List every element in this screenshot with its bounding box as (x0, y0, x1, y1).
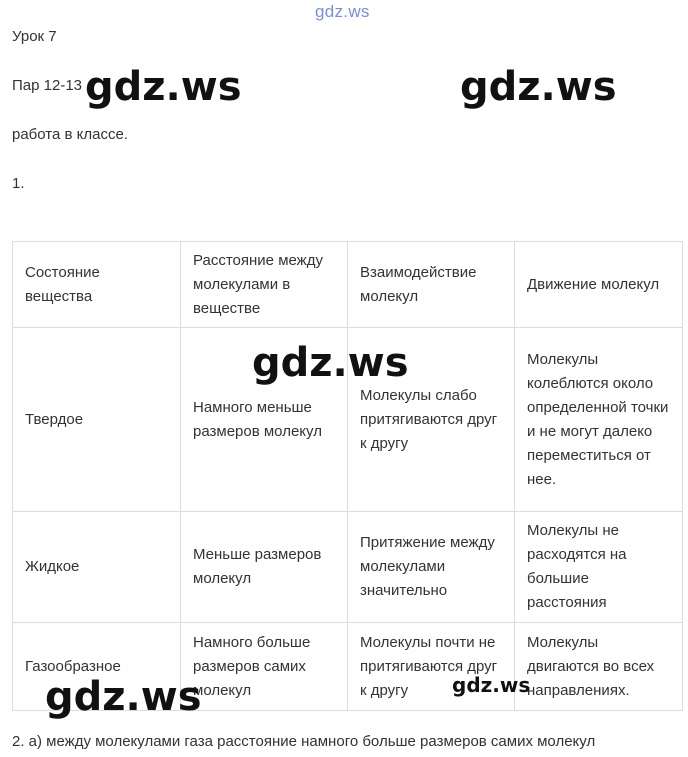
table-cell: Молекулы не расходятся на большие расстояния (515, 512, 683, 623)
section-label: работа в классе. (12, 126, 128, 143)
table-cell: Молекулы почти не притягиваются друг к другу (348, 623, 515, 711)
header-cell: Взаимодействие молекул (348, 242, 515, 328)
item-number-1: 1. (12, 175, 25, 192)
table-cell: Молекулы слабо притягиваются друг к другу (348, 328, 515, 512)
watermark: gdz.ws (45, 674, 202, 720)
table-cell: Газообразное (13, 623, 181, 711)
watermark: gdz.ws (460, 64, 617, 110)
item-number-2: 2. а) между молекулами газа расстояние намного больше размеров самих молекул (12, 733, 596, 750)
watermark: gdz.ws (452, 673, 531, 697)
table-cell: Намного меньше размеров молекул (181, 328, 348, 512)
table-header-row (13, 242, 683, 328)
header-cell: Состояние вещества (13, 242, 181, 328)
top-watermark: gdz.ws (315, 2, 370, 21)
header-cell: Движение молекул (515, 242, 683, 328)
table-cell: Притяжение между молекулами значительно (348, 512, 515, 623)
table-cell: Молекулы колеблются около определенной точки и не могут далеко переместиться от нее. (515, 328, 683, 512)
table-cell: Жидкое (13, 512, 181, 623)
table-cell: Молекулы двигаются во всех направлениях. (515, 623, 683, 711)
paragraph-label: Пар 12-13 (12, 77, 82, 94)
watermark: gdz.ws (85, 64, 242, 110)
table-cell: Твердое (13, 328, 181, 512)
watermark: gdz.ws (252, 340, 409, 386)
table-cell: Намного больше размеров самих молекул (181, 623, 348, 711)
states-of-matter-table (12, 241, 683, 711)
table-row (13, 512, 683, 623)
lesson-title: Урок 7 (12, 28, 57, 45)
table-cell: Меньше размеров молекул (181, 512, 348, 623)
header-cell: Расстояние между молекулами в веществе (181, 242, 348, 328)
